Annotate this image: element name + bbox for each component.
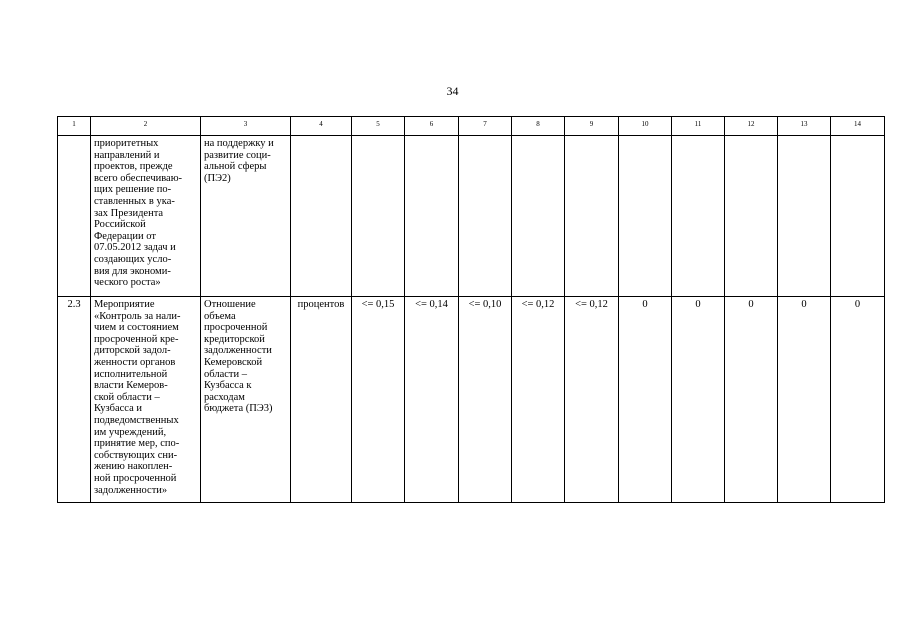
- indicator-name-cell: на поддержку и развитие соци- альной сферы (ПЭ2): [201, 136, 291, 297]
- activity-name-cell: приоритетных направлений и проектов, прежде всего обеспечиваю- щих решение по- ставленных в ука- зах Президента Российской Федерации от 07.05.2012 задач и создающих усло- вия для экономи- ческого роста»: [91, 136, 201, 297]
- column-number: 12: [725, 117, 778, 136]
- value-cell: [405, 136, 459, 297]
- table-header-row: [58, 117, 885, 136]
- column-number: 5: [352, 117, 405, 136]
- value-cell: 0: [619, 297, 672, 503]
- value-cell: [672, 136, 725, 297]
- value-cell: 0: [831, 297, 885, 503]
- value-cell: <= 0,10: [459, 297, 512, 503]
- column-number: 2: [91, 117, 201, 136]
- unit-cell: [291, 136, 352, 297]
- value-cell: 0: [778, 297, 831, 503]
- column-number: 4: [291, 117, 352, 136]
- table-row: [58, 297, 885, 503]
- column-number: 8: [512, 117, 565, 136]
- column-number: 13: [778, 117, 831, 136]
- value-cell: [831, 136, 885, 297]
- value-cell: [352, 136, 405, 297]
- column-number: 10: [619, 117, 672, 136]
- column-number: 7: [459, 117, 512, 136]
- column-number: 14: [831, 117, 885, 136]
- unit-cell: процентов: [291, 297, 352, 503]
- value-cell: <= 0,14: [405, 297, 459, 503]
- column-number: 11: [672, 117, 725, 136]
- column-number: 9: [565, 117, 619, 136]
- value-cell: [619, 136, 672, 297]
- indicators-table: [57, 116, 885, 503]
- value-cell: [778, 136, 831, 297]
- value-cell: [459, 136, 512, 297]
- value-cell: 0: [725, 297, 778, 503]
- column-number: 1: [58, 117, 91, 136]
- item-number-cell: [58, 136, 91, 297]
- page-number: 34: [446, 84, 459, 98]
- value-cell: [565, 136, 619, 297]
- value-cell: [725, 136, 778, 297]
- value-cell: 0: [672, 297, 725, 503]
- column-number: 6: [405, 117, 459, 136]
- indicator-name-cell: Отношение объема просроченной кредиторской задолженности Кемеровской области – Кузбасса к расходам бюджета (ПЭ3): [201, 297, 291, 503]
- value-cell: <= 0,15: [352, 297, 405, 503]
- column-number: 3: [201, 117, 291, 136]
- value-cell: <= 0,12: [512, 297, 565, 503]
- table-row: [58, 136, 885, 297]
- item-number-cell: 2.3: [58, 297, 91, 503]
- value-cell: [512, 136, 565, 297]
- value-cell: <= 0,12: [565, 297, 619, 503]
- activity-name-cell: Мероприятие «Контроль за нали- чием и состоянием просроченной кре- диторской задол- женности органов исполнительной власти Кемеров- ской области – Кузбасса и подведомственных им учреждений, принятие мер, спо- собствующих сни- жению накоплен- ной просроченной задолженности»: [91, 297, 201, 503]
